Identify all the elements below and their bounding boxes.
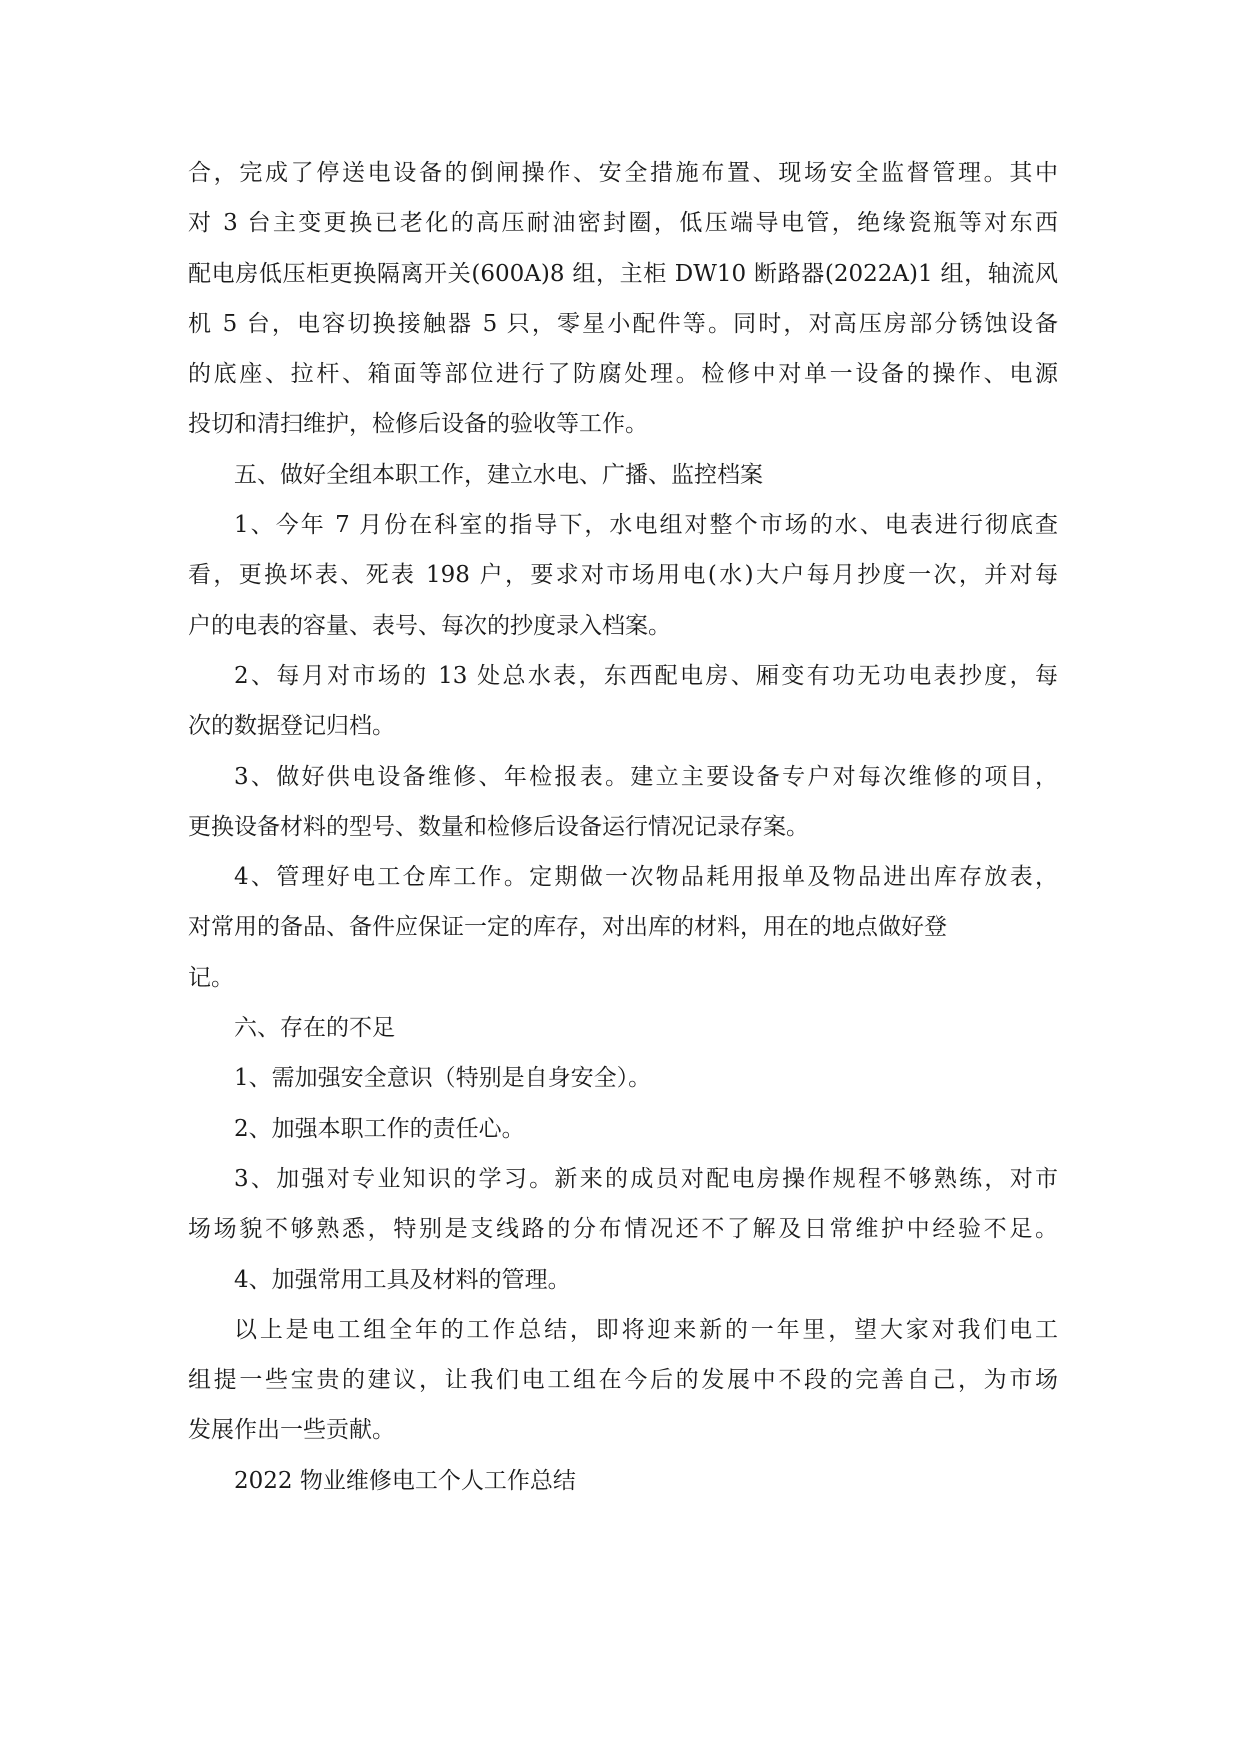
text-line: 场场貌不够熟悉，特别是支线路的分布情况还不了解及日常维护中经验不足。 <box>188 1216 1058 1243</box>
text-line: 户的电表的容量、表号、每次的抄度录入档案。 <box>188 612 671 639</box>
text-line: 次的数据登记归档。 <box>188 713 395 740</box>
text-line: 2、加强本职工作的责任心。 <box>234 1115 525 1142</box>
text-line: 2022 物业维修电工个人工作总结 <box>234 1467 576 1494</box>
text-line: 对常用的备品、备件应保证一定的库存，对出库的材料，用在的地点做好登 <box>188 914 947 941</box>
text-line: 2、每月对市场的 13 处总水表，东西配电房、厢变有功无功电表抄度，每 <box>234 662 1058 689</box>
text-line: 合，完成了停送电设备的倒闸操作、安全措施布置、现场安全监督管理。其中 <box>188 160 1058 186</box>
text-line: 发展作出一些贡献。 <box>188 1417 395 1444</box>
text-line: 3、加强对专业知识的学习。新来的成员对配电房操作规程不够熟练，对市 <box>234 1165 1058 1192</box>
text-line: 六、存在的不足 <box>234 1015 395 1042</box>
text-line: 3、做好供电设备维修、年检报表。建立主要设备专户对每次维修的项目， <box>234 763 1058 790</box>
text-line: 4、管理好电工仓库工作。定期做一次物品耗用报单及物品进出库存放表， <box>234 864 1058 891</box>
text-line: 的底座、拉杆、箱面等部位进行了防腐处理。检修中对单一设备的操作、电源 <box>188 361 1058 388</box>
text-line: 组提一些宝贵的建议，让我们电工组在今后的发展中不段的完善自己，为市场 <box>188 1367 1058 1394</box>
text-line: 1、今年 7 月份在科室的指导下，水电组对整个市场的水、电表进行彻底查 <box>234 512 1058 539</box>
text-line: 1、需加强安全意识（特别是自身安全）。 <box>234 1065 652 1092</box>
text-line: 对 3 台主变更换已老化的高压耐油密封圈，低压端导电管，绝缘瓷瓶等对东西 <box>188 210 1058 237</box>
text-line: 配电房低压柜更换隔离开关(600A)8 组，主柜 DW10 断路器(2022A)1 组，轴流风 <box>188 260 1058 287</box>
text-line: 更换设备材料的型号、数量和检修后设备运行情况记录存案。 <box>188 813 809 840</box>
document-body <box>188 148 1058 1506</box>
text-line: 记。 <box>188 964 234 991</box>
text-line: 投切和清扫维护，检修后设备的验收等工作。 <box>188 411 648 438</box>
text-line: 看，更换坏表、死表 198 户，要求对市场用电(水)大户每月抄度一次，并对每 <box>188 562 1058 589</box>
text-line: 以上是电工组全年的工作总结，即将迎来新的一年里，望大家对我们电工 <box>234 1316 1058 1343</box>
text-line: 机 5 台，电容切换接触器 5 只，零星小配件等。同时，对高压房部分锈蚀设备 <box>188 310 1058 337</box>
text-line: 五、做好全组本职工作，建立水电、广播、监控档案 <box>234 461 763 488</box>
text-line: 4、加强常用工具及材料的管理。 <box>234 1266 571 1293</box>
